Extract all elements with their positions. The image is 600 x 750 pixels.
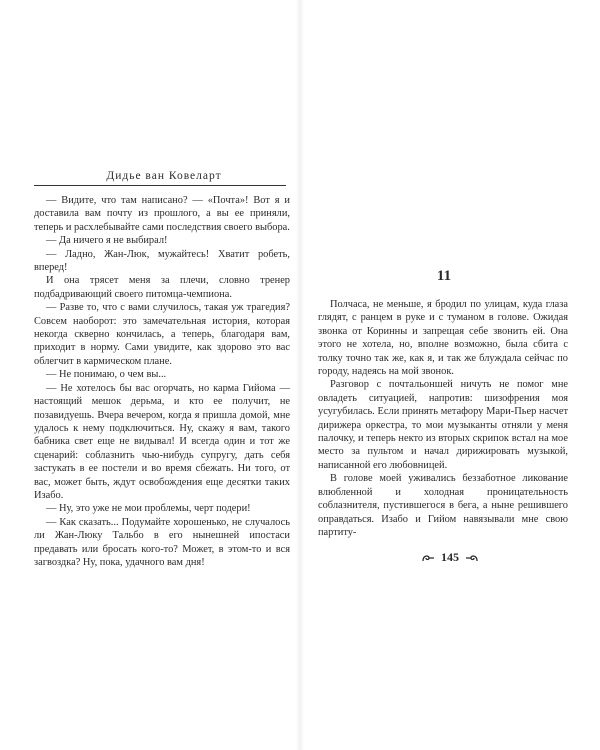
page-number: 145 [441,550,459,564]
chapter-number: 11 [436,268,452,284]
right-page [318,298,568,539]
left-paragraph: — Не понимаю, о чем вы... [46,369,167,381]
left-paragraph: — Не хотелось бы вас огорчать, но карма Гийома — настоящий мешок дерьма, и кто ее получит, не позавидуешь. Вчера вечером, когда я пришла домой, мне удалось к нему подключиться. Ну, скажу я вам, такого бабника свет еще не видывал! И всегда один и тот же сценарий: соблазнить чью-нибудь супругу, дать себя застукать в ее постели и во время сбежать. Ни того, от вас, может быть, ждут освобождения еще десятки таких Изабо. [34,382,290,501]
left-paragraph: — Как сказать... Подумайте хорошенько, не случалось ли Жан-Люку Тальбо в его нынешней ипостаси предавать или бросать кого-то? Может, в этом-то и вся загвоздка? Ну, пока, удачного вам дня! [34,516,290,568]
left-paragraph: И она трясет меня за плечи, словно тренер подбадривающий своего питомца-чемпиона. [34,275,290,300]
page-folio [410,550,490,565]
running-head: Дидье ван Ковеларт [106,170,222,182]
folio-ornament-right-icon [465,553,479,563]
book-gutter [296,0,304,750]
folio-ornament-left-icon [421,553,435,563]
right-paragraph: Полчаса, не меньше, я бродил по улицам, куда глаза глядят, с ранцем в руке и с туманом в голове. Ожидая звонка от Коринны и запрещая себе звонить ей. Она этого не хотела, но, вполне возможно, была сбита с толку точно так же, как я, и так же блуждала сейчас по городу, надеясь на мой звонок. [318,299,568,378]
running-head-rule [34,185,286,186]
left-paragraph: — Разве то, что с вами случилось, такая уж трагедия? Совсем наоборот: это замечательная история, которая некогда скверно кончилась, а теперь, благодаря вам, приходит в норму. Сами увидите, как здорово это вас облегчит в кармическом плане. [34,302,290,367]
left-page [34,170,290,569]
right-paragraph: В голове моей уживались беззаботное ликование влюбленной и холодная проницательность соблазнителя, пустившегося в бега, а ныне решившего оправдаться. Изабо и Гийом навязывали мне свою партиту- [318,473,568,538]
left-paragraph: — Ну, это уже не мои проблемы, черт подери! [46,503,251,515]
right-paragraph: Разговор с почтальоншей ничуть не помог мне овладеть ситуацией, напротив: шизофрения моя усугубилась. Если принять метафору Мари-Пьер насчет дирижера оркестра, то мои музыканты отняли у меня палочку, и теперь некто из вторых скрипок встал на мое место за пультом и начал дирижировать музыкой, написанной его любовницей. [318,379,568,471]
left-paragraph: — Видите, что там написано? — «Почта»! Вот я и доставила вам почту из прошлого, а вы ее приняли, теперь и расхлебывайте сами последствия своего выбора. [34,195,290,233]
left-paragraph: — Ладно, Жан-Люк, мужайтесь! Хватит робеть, вперед! [34,248,290,274]
left-paragraph: — Да ничего я не выбирал! [46,235,168,247]
